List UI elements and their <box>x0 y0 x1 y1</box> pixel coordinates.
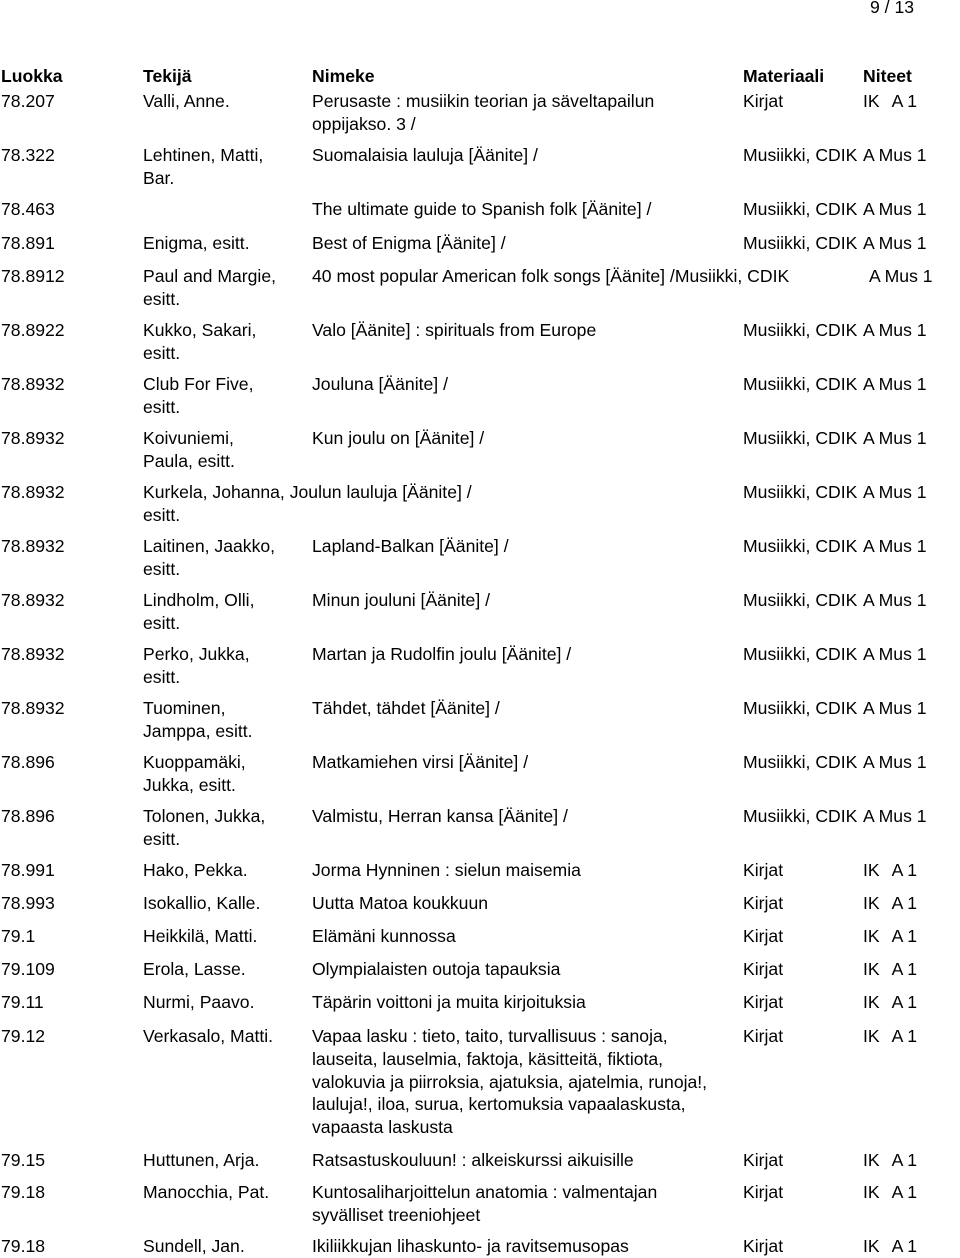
cell-hylly: IK <box>863 860 880 880</box>
cell-luokka: 78.8912 <box>1 266 65 286</box>
cell-luokka: 79.15 <box>1 1150 46 1170</box>
cell-nimeke: Jouluna [Äänite] / <box>312 374 448 394</box>
cell-tekija: Lehtinen, Matti, Bar. <box>143 145 264 188</box>
cell-luokka: 78.891 <box>1 233 55 253</box>
cell-materiaali: Musiikki, CDIK <box>743 482 858 502</box>
cell-tekija: Nurmi, Paavo. <box>143 992 255 1012</box>
cell-nimeke: Kun joulu on [Äänite] / <box>312 428 485 448</box>
cell-hylly: IK <box>863 1150 880 1170</box>
cell-nimeke: Jorma Hynninen : sielun maisemia <box>312 860 581 880</box>
cell-nimeke: Martan ja Rudolfin joulu [Äänite] / <box>312 644 572 664</box>
cell-luokka: 78.8932 <box>1 644 65 664</box>
cell-materiaali: Musiikki, CDIK <box>743 644 858 664</box>
cell-niteet: A Mus 1 <box>863 233 927 253</box>
cell-tekija: Hako, Pekka. <box>143 860 248 880</box>
cell-niteet: A Mus 1 <box>863 199 927 219</box>
cell-tekija-cont: esitt. <box>143 504 181 525</box>
cell-hylly: IK <box>863 992 880 1012</box>
cell-tekija: Tuominen, Jamppa, esitt. <box>143 698 253 741</box>
cell-tekija: Isokallio, Kalle. <box>143 893 261 913</box>
cell-materiaali: Kirjat <box>743 91 784 111</box>
cell-materiaali: Musiikki, CDIK <box>743 320 858 340</box>
cell-materiaali: Kirjat <box>743 992 784 1012</box>
cell-nide: A 1 <box>891 926 918 946</box>
cell-nimeke: Lapland-Balkan [Äänite] / <box>312 536 509 556</box>
cell-niteet <box>863 1025 960 1048</box>
cell-luokka: 79.18 <box>1 1182 46 1202</box>
cell-tekija: Lindholm, Olli, esitt. <box>143 590 255 633</box>
cell-nimeke: 40 most popular American folk songs [Äänite] /Musiikki, CDIK <box>312 266 790 286</box>
cell-nimeke: Olympialaisten outoja tapauksia <box>312 959 561 979</box>
cell-materiaali: Musiikki, CDIK <box>743 374 858 394</box>
cell-niteet <box>863 958 960 981</box>
cell-nimeke: Uutta Matoa koukkuun <box>312 893 489 913</box>
cell-luokka: 78.8932 <box>1 698 65 718</box>
cell-materiaali: Kirjat <box>743 1236 784 1256</box>
cell-tekija: Kukko, Sakari, esitt. <box>143 320 257 363</box>
cell-materiaali: Musiikki, CDIK <box>743 199 858 219</box>
cell-hylly: IK <box>863 926 880 946</box>
cell-niteet: A Mus 1 <box>869 266 933 286</box>
cell-niteet: A Mus 1 <box>863 806 927 826</box>
cell-nimeke: Kuntosaliharjoittelun anatomia : valmentajan syvälliset treeniohjeet <box>312 1182 658 1225</box>
cell-tekija: Laitinen, Jaakko, esitt. <box>143 536 276 579</box>
cell-materiaali: Musiikki, CDIK <box>743 590 858 610</box>
cell-niteet: A Mus 1 <box>863 428 927 448</box>
cell-tekija: Valli, Anne. <box>143 91 230 111</box>
header-luokka: Luokka <box>1 66 63 86</box>
cell-nide: A 1 <box>891 992 918 1012</box>
cell-nimeke: Vapaa lasku : tieto, taito, turvallisuus : sanoja, lauseita, lauselmia, faktoja, käsitteitä, fiktiota, valokuvia ja piirroksia, ajatuksia, ajatelmia, runoja!, lauluja!, iloa, surua, kertomuksia vapaalaskusta, vapaasta laskusta <box>312 1026 708 1138</box>
cell-niteet <box>863 90 960 113</box>
cell-tekija: Kuoppamäki, Jukka, esitt. <box>143 752 246 795</box>
table-header <box>0 66 960 88</box>
cell-materiaali: Musiikki, CDIK <box>743 806 858 826</box>
cell-niteet <box>863 859 960 882</box>
cell-luokka: 78.8932 <box>1 590 65 610</box>
cell-tekija: Manocchia, Pat. <box>143 1182 270 1202</box>
cell-materiaali: Kirjat <box>743 1182 784 1202</box>
cell-nide: A 1 <box>891 1150 918 1170</box>
cell-luokka: 78.8922 <box>1 320 65 340</box>
cell-nimeke: Perusaste : musiikin teorian ja säveltapailun oppijakso. 3 / <box>312 91 655 134</box>
cell-materiaali: Musiikki, CDIK <box>743 233 858 253</box>
cell-tekija: Kurkela, Johanna, Joulun lauluja [Äänite] / <box>143 482 472 502</box>
cell-niteet: A Mus 1 <box>863 482 927 502</box>
cell-luokka: 79.109 <box>1 959 55 979</box>
cell-nide: A 1 <box>891 860 918 880</box>
cell-materiaali: Kirjat <box>743 926 784 946</box>
cell-niteet: A Mus 1 <box>863 374 927 394</box>
cell-nimeke: Elämäni kunnossa <box>312 926 456 946</box>
page-number: 9 / 13 <box>870 0 915 17</box>
cell-materiaali: Musiikki, CDIK <box>743 428 858 448</box>
cell-materiaali: Musiikki, CDIK <box>743 145 858 165</box>
cell-luokka: 78.8932 <box>1 428 65 448</box>
cell-luokka: 78.896 <box>1 806 55 826</box>
cell-niteet: A Mus 1 <box>863 536 927 556</box>
cell-nide: A 1 <box>891 1026 918 1046</box>
cell-tekija: Club For Five, esitt. <box>143 374 254 417</box>
cell-luokka: 79.18 <box>1 1236 46 1256</box>
cell-materiaali: Kirjat <box>743 959 784 979</box>
cell-luokka: 79.11 <box>1 992 44 1012</box>
cell-tekija: Sundell, Jan. <box>143 1236 245 1256</box>
cell-nimeke: Täpärin voittoni ja muita kirjoituksia <box>312 992 586 1012</box>
cell-luokka: 79.12 <box>1 1026 46 1046</box>
cell-nide: A 1 <box>891 1182 918 1202</box>
header-niteet: Niteet <box>863 66 912 86</box>
cell-luokka: 78.896 <box>1 752 55 772</box>
cell-luokka: 78.993 <box>1 893 55 913</box>
cell-niteet: A Mus 1 <box>863 590 927 610</box>
cell-niteet: A Mus 1 <box>863 320 927 340</box>
cell-niteet: A Mus 1 <box>863 145 927 165</box>
header-materiaali: Materiaali <box>743 66 825 86</box>
cell-hylly: IK <box>863 1182 880 1202</box>
cell-materiaali: Musiikki, CDIK <box>743 536 858 556</box>
cell-hylly: IK <box>863 91 880 111</box>
cell-niteet: A Mus 1 <box>863 644 927 664</box>
cell-nimeke: Ikiliikkujan lihaskunto- ja ravitsemusopas <box>312 1236 629 1256</box>
cell-hylly: IK <box>863 1236 880 1256</box>
cell-tekija: Tolonen, Jukka, esitt. <box>143 806 266 849</box>
cell-nimeke: Valo [Äänite] : spirituals from Europe <box>312 320 597 340</box>
cell-materiaali: Kirjat <box>743 1150 784 1170</box>
cell-luokka: 78.8932 <box>1 536 65 556</box>
cell-tekija: Koivuniemi, Paula, esitt. <box>143 428 235 471</box>
cell-hylly: IK <box>863 959 880 979</box>
cell-materiaali: Musiikki, CDIK <box>743 698 858 718</box>
cell-niteet: A Mus 1 <box>863 698 927 718</box>
cell-materiaali: Musiikki, CDIK <box>743 752 858 772</box>
cell-niteet: A Mus 1 <box>863 752 927 772</box>
cell-niteet <box>863 892 960 915</box>
cell-luokka: 78.322 <box>1 145 55 165</box>
cell-tekija: Perko, Jukka, esitt. <box>143 644 250 687</box>
cell-nimeke: Best of Enigma [Äänite] / <box>312 233 506 253</box>
cell-nimeke: Suomalaisia lauluja [Äänite] / <box>312 145 538 165</box>
cell-luokka: 79.1 <box>1 926 36 946</box>
cell-niteet <box>863 991 960 1014</box>
cell-nimeke: The ultimate guide to Spanish folk [Äänite] / <box>312 199 652 219</box>
cell-materiaali: Kirjat <box>743 893 784 913</box>
cell-tekija: Paul and Margie, esitt. <box>143 266 277 309</box>
cell-tekija: Huttunen, Arja. <box>143 1150 260 1170</box>
cell-nide: A 1 <box>891 959 918 979</box>
cell-nide: A 1 <box>891 91 918 111</box>
cell-nimeke: Minun jouluni [Äänite] / <box>312 590 490 610</box>
cell-niteet <box>863 1149 960 1172</box>
cell-nide: A 1 <box>891 893 918 913</box>
cell-tekija: Enigma, esitt. <box>143 233 250 253</box>
cell-nide: A 1 <box>891 1236 918 1256</box>
cell-tekija: Heikkilä, Matti. <box>143 926 258 946</box>
cell-hylly: IK <box>863 1026 880 1046</box>
cell-tekija: Verkasalo, Matti. <box>143 1026 274 1046</box>
cell-nimeke: Matkamiehen virsi [Äänite] / <box>312 752 529 772</box>
cell-luokka: 78.463 <box>1 199 55 219</box>
cell-luokka: 78.991 <box>1 860 55 880</box>
cell-materiaali: Kirjat <box>743 1026 784 1046</box>
cell-tekija: Erola, Lasse. <box>143 959 246 979</box>
cell-nimeke: Valmistu, Herran kansa [Äänite] / <box>312 806 568 826</box>
cell-niteet <box>863 925 960 948</box>
cell-luokka: 78.207 <box>1 91 55 111</box>
cell-luokka: 78.8932 <box>1 374 65 394</box>
cell-materiaali: Kirjat <box>743 860 784 880</box>
header-nimeke: Nimeke <box>312 66 375 86</box>
cell-luokka: 78.8932 <box>1 482 65 502</box>
cell-niteet <box>863 1181 960 1204</box>
cell-nimeke: Tähdet, tähdet [Äänite] / <box>312 698 500 718</box>
cell-niteet <box>863 1235 960 1258</box>
header-tekija: Tekijä <box>143 66 192 86</box>
cell-nimeke: Ratsastuskouluun! : alkeiskurssi aikuisille <box>312 1150 634 1170</box>
cell-hylly: IK <box>863 893 880 913</box>
